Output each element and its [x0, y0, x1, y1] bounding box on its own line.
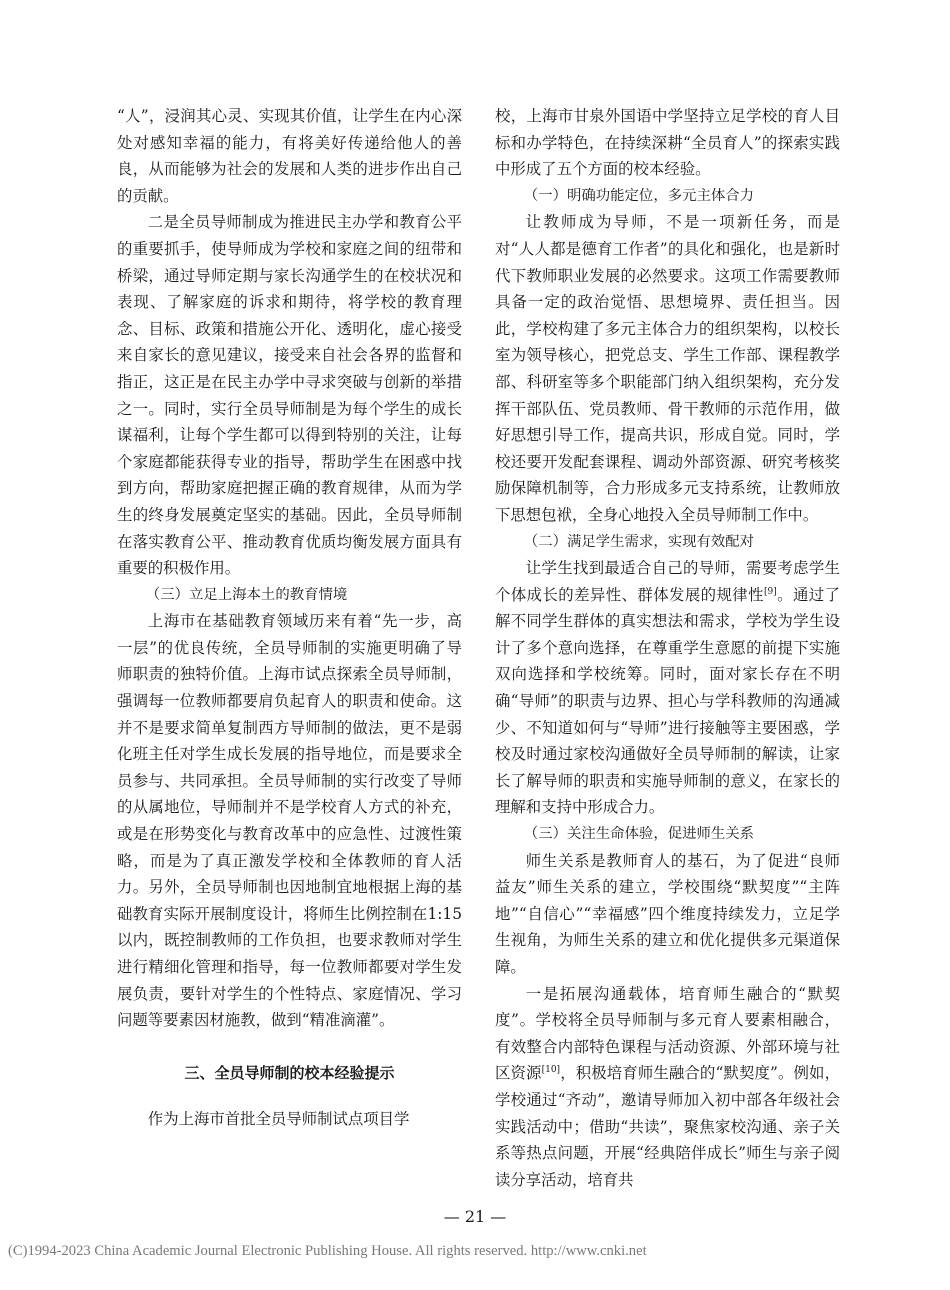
reference-marker: [10] [541, 1065, 561, 1076]
paragraph-text: ，积极培育师生融合的“默契度”。例如，学校通过“齐动”，邀请导师加入初中部各年级社会实践活动中；借助“共读”，聚焦家校沟通、亲子关系等热点问题，开展“经典陪伴成长”师生与亲子阅读分享活动，培育共 [495, 1064, 840, 1189]
paragraph-text: 让学生找到最适合自己的导师，需要考虑学生个体成长的差异性、群体发展的规律性 [495, 559, 840, 604]
subsection-heading: （一）明确功能定位，多元主体合力 [523, 187, 755, 204]
body-paragraph [495, 981, 840, 1194]
body-paragraph: 作为上海市首批全员导师制试点项目学 [147, 1110, 410, 1129]
section-heading: 三、全员导师制的校本经验提示 [184, 1063, 395, 1082]
subsection-heading: （三）关注生命体验，促进师生关系 [523, 826, 755, 843]
page-number: — 21 — [443, 1207, 507, 1226]
subsection-heading: （三）立足上海本土的教育情境 [145, 586, 348, 603]
body-paragraph: 二是全员导师制成为推进民主办学和教育公平的重要抓手，使导师成为学校和家庭之间的纽带和桥梁，通过导师定期与家长沟通学生的在校状况和表现、了解家庭的诉求和期待，将学校的教育理念、目标、政策和措施公开化、透明化，虚心接受来自家长的意见建议，接受来自社会各界的监督和指正，这正是在民主办学中寻求突破与创新的举措之一。同时，实行全员导师制是为每个学生的成长谋福利，让每个学生都可以得到特别的关注，让每个家庭都能获得专业的指导，帮助学生在困惑中找到方向，帮助家庭把握正确的教育规律，从而为学生的终身发展奠定坚实的基础。因此，全员导师制在落实教育公平、推动教育优质均衡发展方面具有重要的积极作用。 [117, 213, 462, 578]
copyright-footer: (C)1994-2023 China Academic Journal Electronic Publishing House. All rights reserved. http://www.cnki.net [8, 1243, 647, 1259]
body-paragraph: 让教师成为导师，不是一项新任务，而是对“人人都是德育工作者”的具化和强化，也是新时代下教师职业发展的必然要求。这项工作需要教师具备一定的政治觉悟、思想境界、责任担当。因此，学校构建了多元主体合力的组织架构，以校长室为领导核心，把党总支、学生工作部、课程教学部、科研室等多个职能部门纳入组织架构，充分发挥干部队伍、党员教师、骨干教师的示范作用，做好思想引导工作，提高共识，形成自觉。同时，学校还要开发配套课程、调动外部资源、研究考核奖励保障机制等，合力形成多元支持系统，让教师放下思想包袱，全身心地投入全员导师制工作中。 [495, 213, 840, 524]
paragraph-text: 。通过了解不同学生群体的真实想法和需求，学校为学生设计了多个意向选择，在尊重学生意愿的前提下实施双向选择和学校统筹。同时，面对家长存在不明确“导师”的职责与边界、担心与学科教师的沟通减少、不知道如何与“导师”进行接触等主要困惑，学校及时通过家校沟通做好全员导师制的解读，让家长了解导师的职责和实施导师制的意义，在家长的理解和支持中形成合力。 [495, 585, 840, 817]
body-paragraph: 校，上海市甘泉外国语中学坚持立足学校的育人目标和办学特色，在持续深耕“全员育人”的探索实践中形成了五个方面的校本经验。 [495, 107, 840, 179]
paragraph-text: 一是拓展沟通载体，培育师生融合的“默契度”。学校将全员导师制与多元育人要素相融合，有效整合内部特色课程与活动资源、外部环境与社区资源 [495, 984, 840, 1083]
right-column [495, 103, 840, 1193]
body-paragraph: 师生关系是教师育人的基石，为了促进“良师益友”师生关系的建立，学校围绕“默契度”“主阵地”“自信心”“幸福感”四个维度持续发力，立足学生视角，为师生关系的建立和优化提供多元渠道保障。 [495, 851, 840, 976]
body-paragraph [495, 555, 840, 821]
left-column [117, 103, 462, 1133]
body-paragraph: 上海市在基础教育领域历来有着“先一步，高一层”的优良传统，全员导师制的实施更明确了导师职责的独特价值。上海市试点探索全员导师制，强调每一位教师都要肩负起育人的职责和使命。这并不是要求简单复制西方导师制的做法，更不是弱化班主任对学生成长发展的指导地位，而是要求全员参与、共同承担。全员导师制的实行改变了导师的从属地位，导师制并不是学校育人方式的补充，或是在形势变化与教育改革中的应急性、过渡性策略，而是为了真正激发学校和全体教师的育人活力。另外，全员导师制也因地制宜地根据上海的基础教育实际开展制度设计，将师生比例控制在1:15以内，既控制教师的工作负担，也要求教师对学生进行精细化管理和指导，每一位教师都要对学生发展负责，要针对学生的个性特点、家庭情况、学习问题等要素因材施教，做到“精准滴灌”。 [117, 612, 462, 1030]
reference-marker: [9] [763, 586, 777, 597]
subsection-heading: （二）满足学生需求，实现有效配对 [523, 533, 755, 550]
body-paragraph: “人”，浸润其心灵、实现其价值，让学生在内心深处对感知幸福的能力，有将美好传递给他人的善良，从而能够为社会的发展和人类的进步作出自己的贡献。 [117, 107, 462, 205]
